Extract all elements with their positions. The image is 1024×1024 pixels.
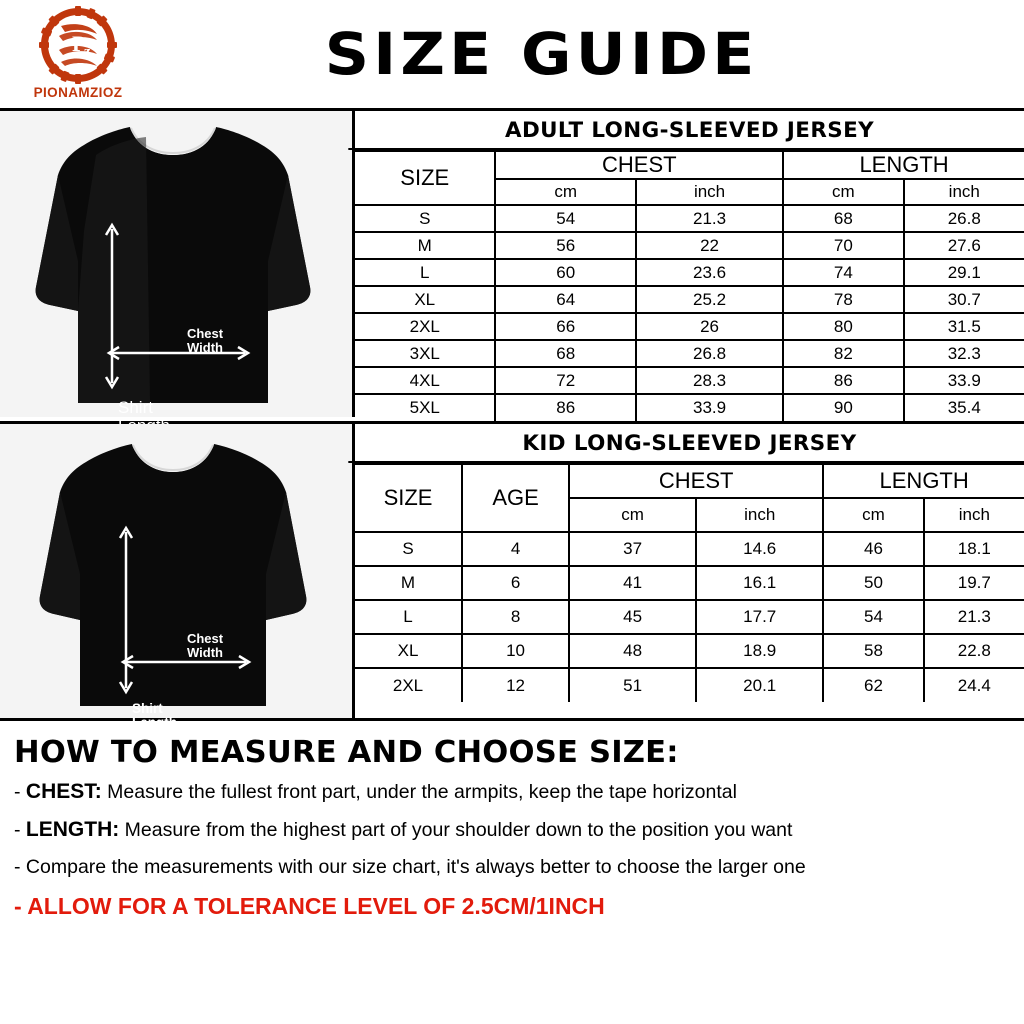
how-to-measure-section <box>0 721 1024 925</box>
cell-chest-inch: 22 <box>636 232 783 259</box>
table-row <box>355 313 1024 340</box>
table-row <box>355 367 1024 394</box>
gear-monogram-icon <box>39 6 117 84</box>
cell-chest-cm: 64 <box>495 286 635 313</box>
cell-length-cm: 62 <box>823 668 923 702</box>
cell-chest-inch: 16.1 <box>696 566 823 600</box>
kid-table-title: KID LONG-SLEEVED JERSEY <box>348 424 1024 463</box>
measure-line-length <box>14 818 1008 842</box>
table-row <box>355 668 1024 702</box>
cell-length-inch: 24.4 <box>924 668 1024 702</box>
cell-size: 2XL <box>355 313 495 340</box>
measure-line-compare <box>14 856 1008 878</box>
cell-length-cm: 68 <box>783 205 903 232</box>
cell-size: 5XL <box>355 394 495 421</box>
long-sleeve-jersey-front-icon <box>0 111 352 414</box>
cell-length-inch: 29.1 <box>904 259 1024 286</box>
header-length: LENGTH <box>783 151 1024 179</box>
cell-length-inch: 32.3 <box>904 340 1024 367</box>
kid-table <box>355 424 1024 718</box>
cell-length-inch: 30.7 <box>904 286 1024 313</box>
cell-chest-cm: 41 <box>569 566 696 600</box>
cell-age: 10 <box>462 634 569 668</box>
adult-jersey-illustration <box>0 111 355 417</box>
cell-size: 3XL <box>355 340 495 367</box>
cell-length-cm: 74 <box>783 259 903 286</box>
size-charts <box>0 108 1024 731</box>
measure-length-label: LENGTH: <box>25 818 120 842</box>
cell-length-inch: 27.6 <box>904 232 1024 259</box>
cell-size: M <box>355 566 462 600</box>
svg-text:P: P <box>72 31 86 56</box>
cell-length-inch: 18.1 <box>924 532 1024 566</box>
unit-chest-cm: cm <box>495 179 635 205</box>
cell-length-inch: 31.5 <box>904 313 1024 340</box>
cell-size: L <box>355 259 495 286</box>
cell-age: 6 <box>462 566 569 600</box>
cell-chest-inch: 18.9 <box>696 634 823 668</box>
table-row <box>355 205 1024 232</box>
adult-chest-dim-label: Chest Width <box>186 326 224 355</box>
unit-length-cm: cm <box>823 498 923 532</box>
cell-chest-cm: 51 <box>569 668 696 702</box>
cell-chest-inch: 23.6 <box>636 259 783 286</box>
cell-size: L <box>355 600 462 634</box>
adult-table-title: ADULT LONG-SLEEVED JERSEY <box>348 111 1024 150</box>
unit-length-cm: cm <box>783 179 903 205</box>
cell-chest-cm: 54 <box>495 205 635 232</box>
unit-length-inch: inch <box>904 179 1024 205</box>
measure-chest-text: Measure the fullest front part, under the armpits, keep the tape horizontal <box>101 781 737 803</box>
measure-length-text: Measure from the highest part of your shoulder down to the position you want <box>119 819 793 842</box>
measure-line-chest <box>14 780 1008 804</box>
kid-chest-dim-label: Chest Width <box>186 631 224 660</box>
cell-chest-inch: 14.6 <box>696 532 823 566</box>
cell-length-inch: 22.8 <box>924 634 1024 668</box>
cell-chest-cm: 66 <box>495 313 635 340</box>
table-row <box>355 232 1024 259</box>
table-row <box>355 286 1024 313</box>
unit-chest-inch: inch <box>696 498 823 532</box>
cell-length-inch: 19.7 <box>924 566 1024 600</box>
unit-chest-cm: cm <box>569 498 696 532</box>
cell-length-inch: 35.4 <box>904 394 1024 421</box>
cell-size: XL <box>355 634 462 668</box>
cell-length-cm: 54 <box>823 600 923 634</box>
page-header <box>0 0 1024 108</box>
cell-size: XL <box>355 286 495 313</box>
unit-chest-inch: inch <box>636 179 783 205</box>
cell-chest-cm: 68 <box>495 340 635 367</box>
cell-chest-inch: 25.2 <box>636 286 783 313</box>
cell-length-cm: 58 <box>823 634 923 668</box>
cell-chest-cm: 86 <box>495 394 635 421</box>
header-size: SIZE <box>355 464 462 532</box>
header-length: LENGTH <box>823 464 1024 498</box>
cell-length-inch: 26.8 <box>904 205 1024 232</box>
cell-chest-cm: 60 <box>495 259 635 286</box>
header-size: SIZE <box>355 151 495 205</box>
cell-length-inch: 21.3 <box>924 600 1024 634</box>
cell-age: 4 <box>462 532 569 566</box>
cell-length-cm: 86 <box>783 367 903 394</box>
page-title: SIZE GUIDE <box>325 20 759 88</box>
brand-name: PIONAMZIOZ <box>33 85 123 100</box>
table-row <box>355 259 1024 286</box>
kid-length-dim-label: Shirt Length <box>132 701 177 731</box>
cell-length-cm: 80 <box>783 313 903 340</box>
table-header-row <box>355 464 1024 498</box>
unit-length-inch: inch <box>924 498 1024 532</box>
cell-chest-inch: 28.3 <box>636 367 783 394</box>
cell-chest-inch: 26 <box>636 313 783 340</box>
how-to-measure-heading: HOW TO MEASURE AND CHOOSE SIZE: <box>14 735 679 770</box>
table-row <box>355 340 1024 367</box>
table-row <box>355 600 1024 634</box>
cell-chest-cm: 72 <box>495 367 635 394</box>
kid-size-table <box>355 463 1024 702</box>
cell-chest-inch: 33.9 <box>636 394 783 421</box>
table-row <box>355 566 1024 600</box>
bullet-dash: - <box>14 856 21 879</box>
adult-size-table <box>355 150 1024 421</box>
cell-length-cm: 70 <box>783 232 903 259</box>
cell-chest-cm: 37 <box>569 532 696 566</box>
tolerance-notice: - ALLOW FOR A TOLERANCE LEVEL OF 2.5CM/1INCH <box>14 892 605 919</box>
cell-size: M <box>355 232 495 259</box>
cell-length-cm: 78 <box>783 286 903 313</box>
kid-jersey-illustration <box>0 424 355 731</box>
cell-length-cm: 90 <box>783 394 903 421</box>
cell-age: 12 <box>462 668 569 702</box>
header-chest: CHEST <box>495 151 783 179</box>
measure-compare-text: Compare the measurements with our size chart, it's always better to choose the larger one <box>25 856 806 879</box>
cell-size: 2XL <box>355 668 462 702</box>
cell-size: S <box>355 205 495 232</box>
cell-age: 8 <box>462 600 569 634</box>
long-sleeve-jersey-front-icon <box>0 424 352 715</box>
table-row <box>355 532 1024 566</box>
table-row <box>355 634 1024 668</box>
cell-chest-inch: 17.7 <box>696 600 823 634</box>
cell-length-cm: 50 <box>823 566 923 600</box>
cell-size: S <box>355 532 462 566</box>
table-row <box>355 394 1024 421</box>
adult-section <box>0 111 1024 424</box>
adult-length-dim-label: Shirt <box>118 398 153 417</box>
cell-chest-inch: 26.8 <box>636 340 783 367</box>
adult-table <box>355 111 1024 421</box>
cell-length-cm: 46 <box>823 532 923 566</box>
table-header-row <box>355 151 1024 179</box>
cell-chest-cm: 45 <box>569 600 696 634</box>
header-chest: CHEST <box>569 464 823 498</box>
cell-length-cm: 82 <box>783 340 903 367</box>
header-age: AGE <box>462 464 569 532</box>
bullet-dash: - <box>14 819 21 842</box>
cell-chest-inch: 20.1 <box>696 668 823 702</box>
measure-chest-label: CHEST: <box>25 780 102 803</box>
cell-chest-cm: 56 <box>495 232 635 259</box>
cell-chest-inch: 21.3 <box>636 205 783 232</box>
svg-text:z: z <box>84 44 91 60</box>
cell-length-inch: 33.9 <box>904 367 1024 394</box>
brand-logo <box>14 6 142 106</box>
bullet-dash: - <box>14 781 21 803</box>
cell-size: 4XL <box>355 367 495 394</box>
kid-section <box>0 424 1024 731</box>
cell-chest-cm: 48 <box>569 634 696 668</box>
